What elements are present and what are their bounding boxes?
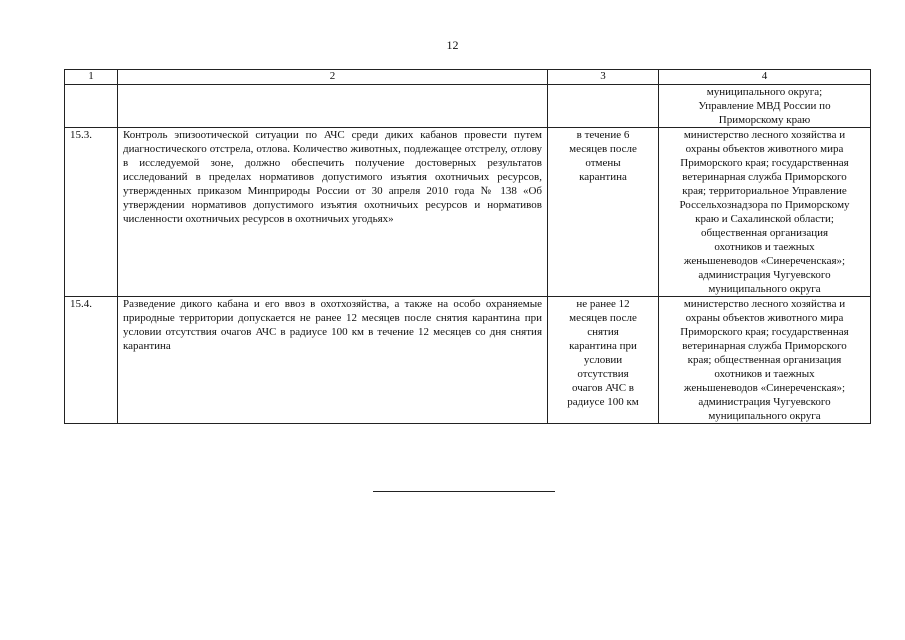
responsible-text: муниципального округа; Управление МВД России по Приморскому краю [659,85,871,128]
row-number: 15.4. [65,297,118,424]
table-row [65,297,871,424]
measures-table [64,69,871,424]
column-header: 4 [659,70,871,85]
responsible-text: министерство лесного хозяйства и охраны объектов животного мира Приморского края; государственная ветеринарная служба Приморского края; общественная организация охотников и таежных женьшеневодов «Синереченская»; администрация Чугуевского муниципального округа [659,297,871,424]
row-number: 15.3. [65,128,118,297]
measure-text: Контроль эпизоотической ситуации по АЧС среди диких кабанов провести путем диагностического отстрела, отлова. Количество животных, подлежащее отстрелу, отлову в исследуемой зоне, должно обеспечить получение достоверных результатов исследований в пределах нормативов допустимого изъятия охотничьих ресурсов, утвержденных приказом Минприроды России от 30 апреля 2010 года № 138 «Об утверждении нормативов допустимого изъятия охотничьих ресурсов и нормативов численности охотничьих ресурсов в охотничьих угодьях» [118,128,548,297]
column-header: 1 [65,70,118,85]
table-header-row [65,70,871,85]
table-row [65,128,871,297]
term-text: в течение 6 месяцев после отмены карантина [548,128,659,297]
page-number: 12 [446,38,459,52]
measure-text [118,85,548,128]
separator-line [373,491,555,492]
column-header: 3 [548,70,659,85]
measure-text: Разведение дикого кабана и его ввоз в охотхозяйства, а также на особо охраняемые природные территории допускается не ранее 12 месяцев после снятия карантина при условии отсутствия очагов АЧС в радиусе 100 км в течение 12 месяцев со дня снятия карантина [118,297,548,424]
column-header: 2 [118,70,548,85]
term-text [548,85,659,128]
table-row-continuation [65,85,871,128]
row-number [65,85,118,128]
term-text: не ранее 12 месяцев после снятия карантина при условии отсутствия очагов АЧС в радиусе 100 км [548,297,659,424]
responsible-text: министерство лесного хозяйства и охраны объектов животного мира Приморского края; государственная ветеринарная служба Приморского края; территориальное Управление Россельхознадзора по Приморскому краю и Сахалинской области; общественная организация охотников и таежных женьшеневодов «Синереченская»; администрация Чугуевского муниципального округа [659,128,871,297]
